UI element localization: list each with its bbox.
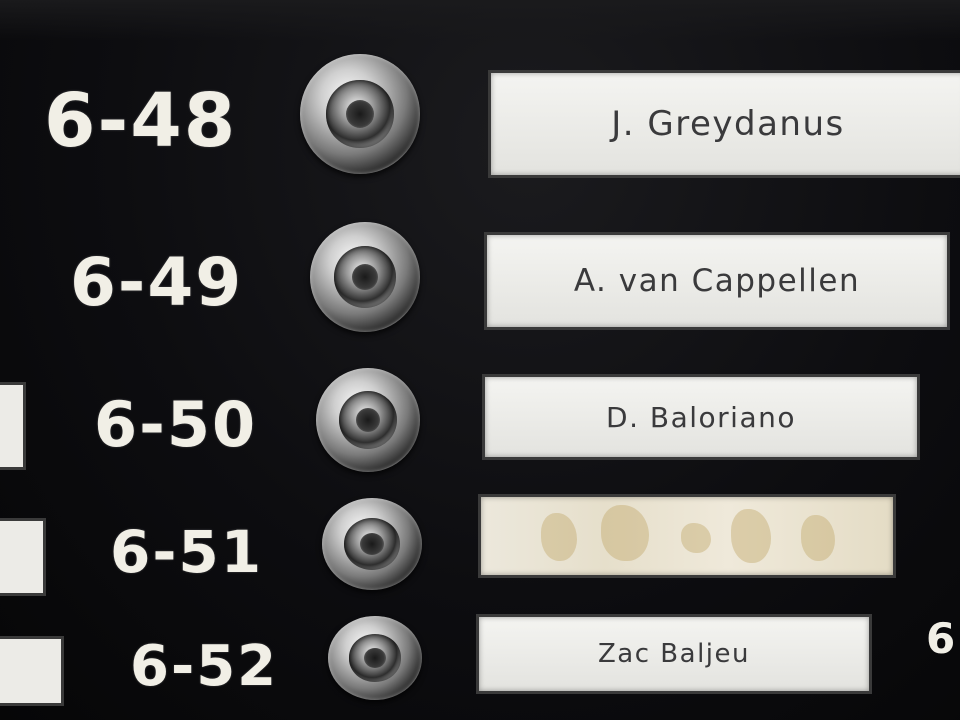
name-plate <box>476 614 872 694</box>
side-label <box>0 636 64 706</box>
apartment-number: 6-48 <box>44 78 238 164</box>
stain <box>731 509 771 563</box>
side-label <box>0 518 46 596</box>
apartment-number: 6-52 <box>130 634 279 699</box>
panel-top-edge <box>0 0 960 40</box>
stain <box>681 523 711 553</box>
side-label <box>0 382 26 470</box>
stain <box>541 513 577 561</box>
resident-name: Zac Baljeu <box>598 639 750 669</box>
name-plate-blank <box>478 494 896 578</box>
doorbell-button[interactable] <box>316 368 420 472</box>
resident-name: A. van Cappellen <box>573 263 861 299</box>
name-plate <box>484 232 950 330</box>
doorbell-button[interactable] <box>310 222 420 332</box>
resident-name: J. Greydanus <box>611 104 845 144</box>
stain <box>601 505 649 561</box>
stain <box>801 515 835 561</box>
bell-center <box>364 648 387 668</box>
doorbell-button[interactable] <box>300 54 420 174</box>
name-plate <box>488 70 960 178</box>
apartment-number: 6-49 <box>70 244 244 321</box>
doorbell-button[interactable] <box>322 498 422 590</box>
apartment-number: 6-50 <box>94 388 258 461</box>
bell-center <box>360 533 384 555</box>
edge-apartment-number: 6 <box>926 614 956 663</box>
name-plate <box>482 374 920 460</box>
apartment-number: 6-51 <box>110 518 264 586</box>
resident-name: D. Baloriano <box>606 400 796 434</box>
doorbell-button[interactable] <box>328 616 422 700</box>
